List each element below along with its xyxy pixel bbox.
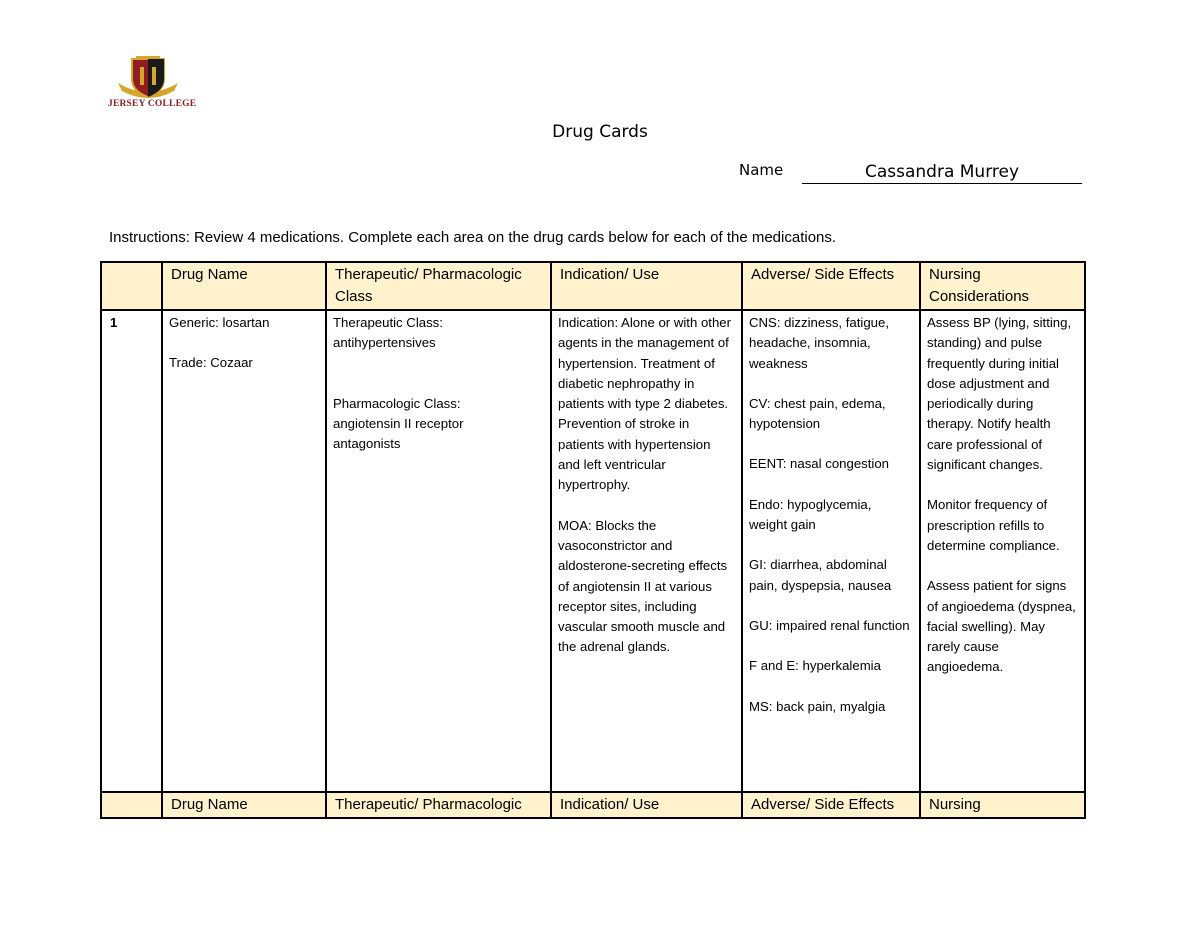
header-drug-name: Drug Name [162, 262, 326, 310]
indication-text: Indication: Alone or with other agents in the management of hypertension. Treatment of diabetic nephropathy in patients with type 2 diabetes. Prevention of stroke in patients with hypertension and left ventricular hypertrophy. [558, 315, 732, 493]
header-number-cell [101, 792, 162, 818]
card-number: 1 [101, 310, 162, 792]
nursing-refills: Monitor frequency of prescription refills to determine compliance. [927, 497, 1060, 553]
adverse-fe: F and E: hyperkalemia [749, 658, 881, 674]
class-cell [326, 310, 551, 792]
header-nursing: Nursing [920, 792, 1085, 818]
adverse-cv: CV: chest pain, edema, hypotension [749, 395, 886, 432]
header-number-cell [101, 262, 162, 310]
header-indication: Indication/ Use [551, 792, 742, 818]
adverse-cns: CNS: dizziness, fatigue, headache, insomnia, weakness [749, 315, 889, 371]
header-class: Therapeutic/ Pharmacologic [326, 792, 551, 818]
drug-card-table [100, 261, 1086, 819]
header-adverse: Adverse/ Side Effects [742, 792, 920, 818]
adverse-ms: MS: back pain, myalgia [749, 698, 886, 714]
header-indication: Indication/ Use [551, 262, 742, 310]
adverse-gu: GU: impaired renal function [749, 617, 910, 633]
table-header-row [101, 792, 1085, 818]
logo-text: JERSEY COLLEGE [108, 99, 197, 109]
trade-name: Trade: Cozaar [169, 355, 253, 371]
nursing-angioedema: Assess patient for signs of angioedema (dyspnea, facial swelling). May rarely cause angioedema. [927, 578, 1076, 675]
college-logo [108, 55, 197, 117]
adverse-endo: Endo: hypoglycemia, weight gain [749, 496, 872, 533]
nursing-cell [920, 310, 1085, 792]
adverse-gi: GI: diarrhea, abdominal pain, dyspepsia, nausea [749, 557, 892, 593]
drug-name-cell [162, 310, 326, 792]
name-label: Name [739, 161, 784, 179]
table-header-row [101, 262, 1085, 310]
header-drug-name: Drug Name [162, 792, 326, 818]
header-nursing: Nursing Considerations [920, 262, 1085, 310]
college-crest-icon [108, 55, 188, 101]
name-value: Cassandra Murrey [864, 162, 1020, 182]
page-title: Drug Cards [552, 122, 648, 142]
instructions: Instructions: Review 4 medications. Complete each area on the drug cards below for each of the medications. [109, 229, 837, 246]
pharmacologic-class-label: Pharmacologic Class: [333, 395, 461, 411]
nursing-assess-bp: Assess BP (lying, sitting, standing) and pulse frequently during initial dose adjustment and periodically during therapy. Notify health care professional of significant changes. [927, 315, 1072, 473]
therapeutic-class-label: Therapeutic Class: [333, 315, 443, 330]
header-adverse: Adverse/ Side Effects [742, 262, 920, 310]
table-row [101, 310, 1085, 792]
adverse-cell [742, 310, 920, 792]
indication-cell [551, 310, 742, 792]
moa-text: MOA: Blocks the vasoconstrictor and aldosterone-secreting effects of angiotensin II at various receptor sites, including vascular smooth muscle and the adrenal glands. [558, 517, 728, 655]
adverse-eent: EENT: nasal congestion [749, 456, 890, 472]
header-class: Therapeutic/ Pharmacologic Class [326, 262, 551, 310]
generic-name: Generic: losartan [169, 315, 270, 330]
therapeutic-class: antihypertensives [333, 335, 436, 351]
name-field[interactable] [802, 162, 1082, 184]
pharmacologic-class: angiotensin II receptor antagonists [333, 415, 464, 452]
